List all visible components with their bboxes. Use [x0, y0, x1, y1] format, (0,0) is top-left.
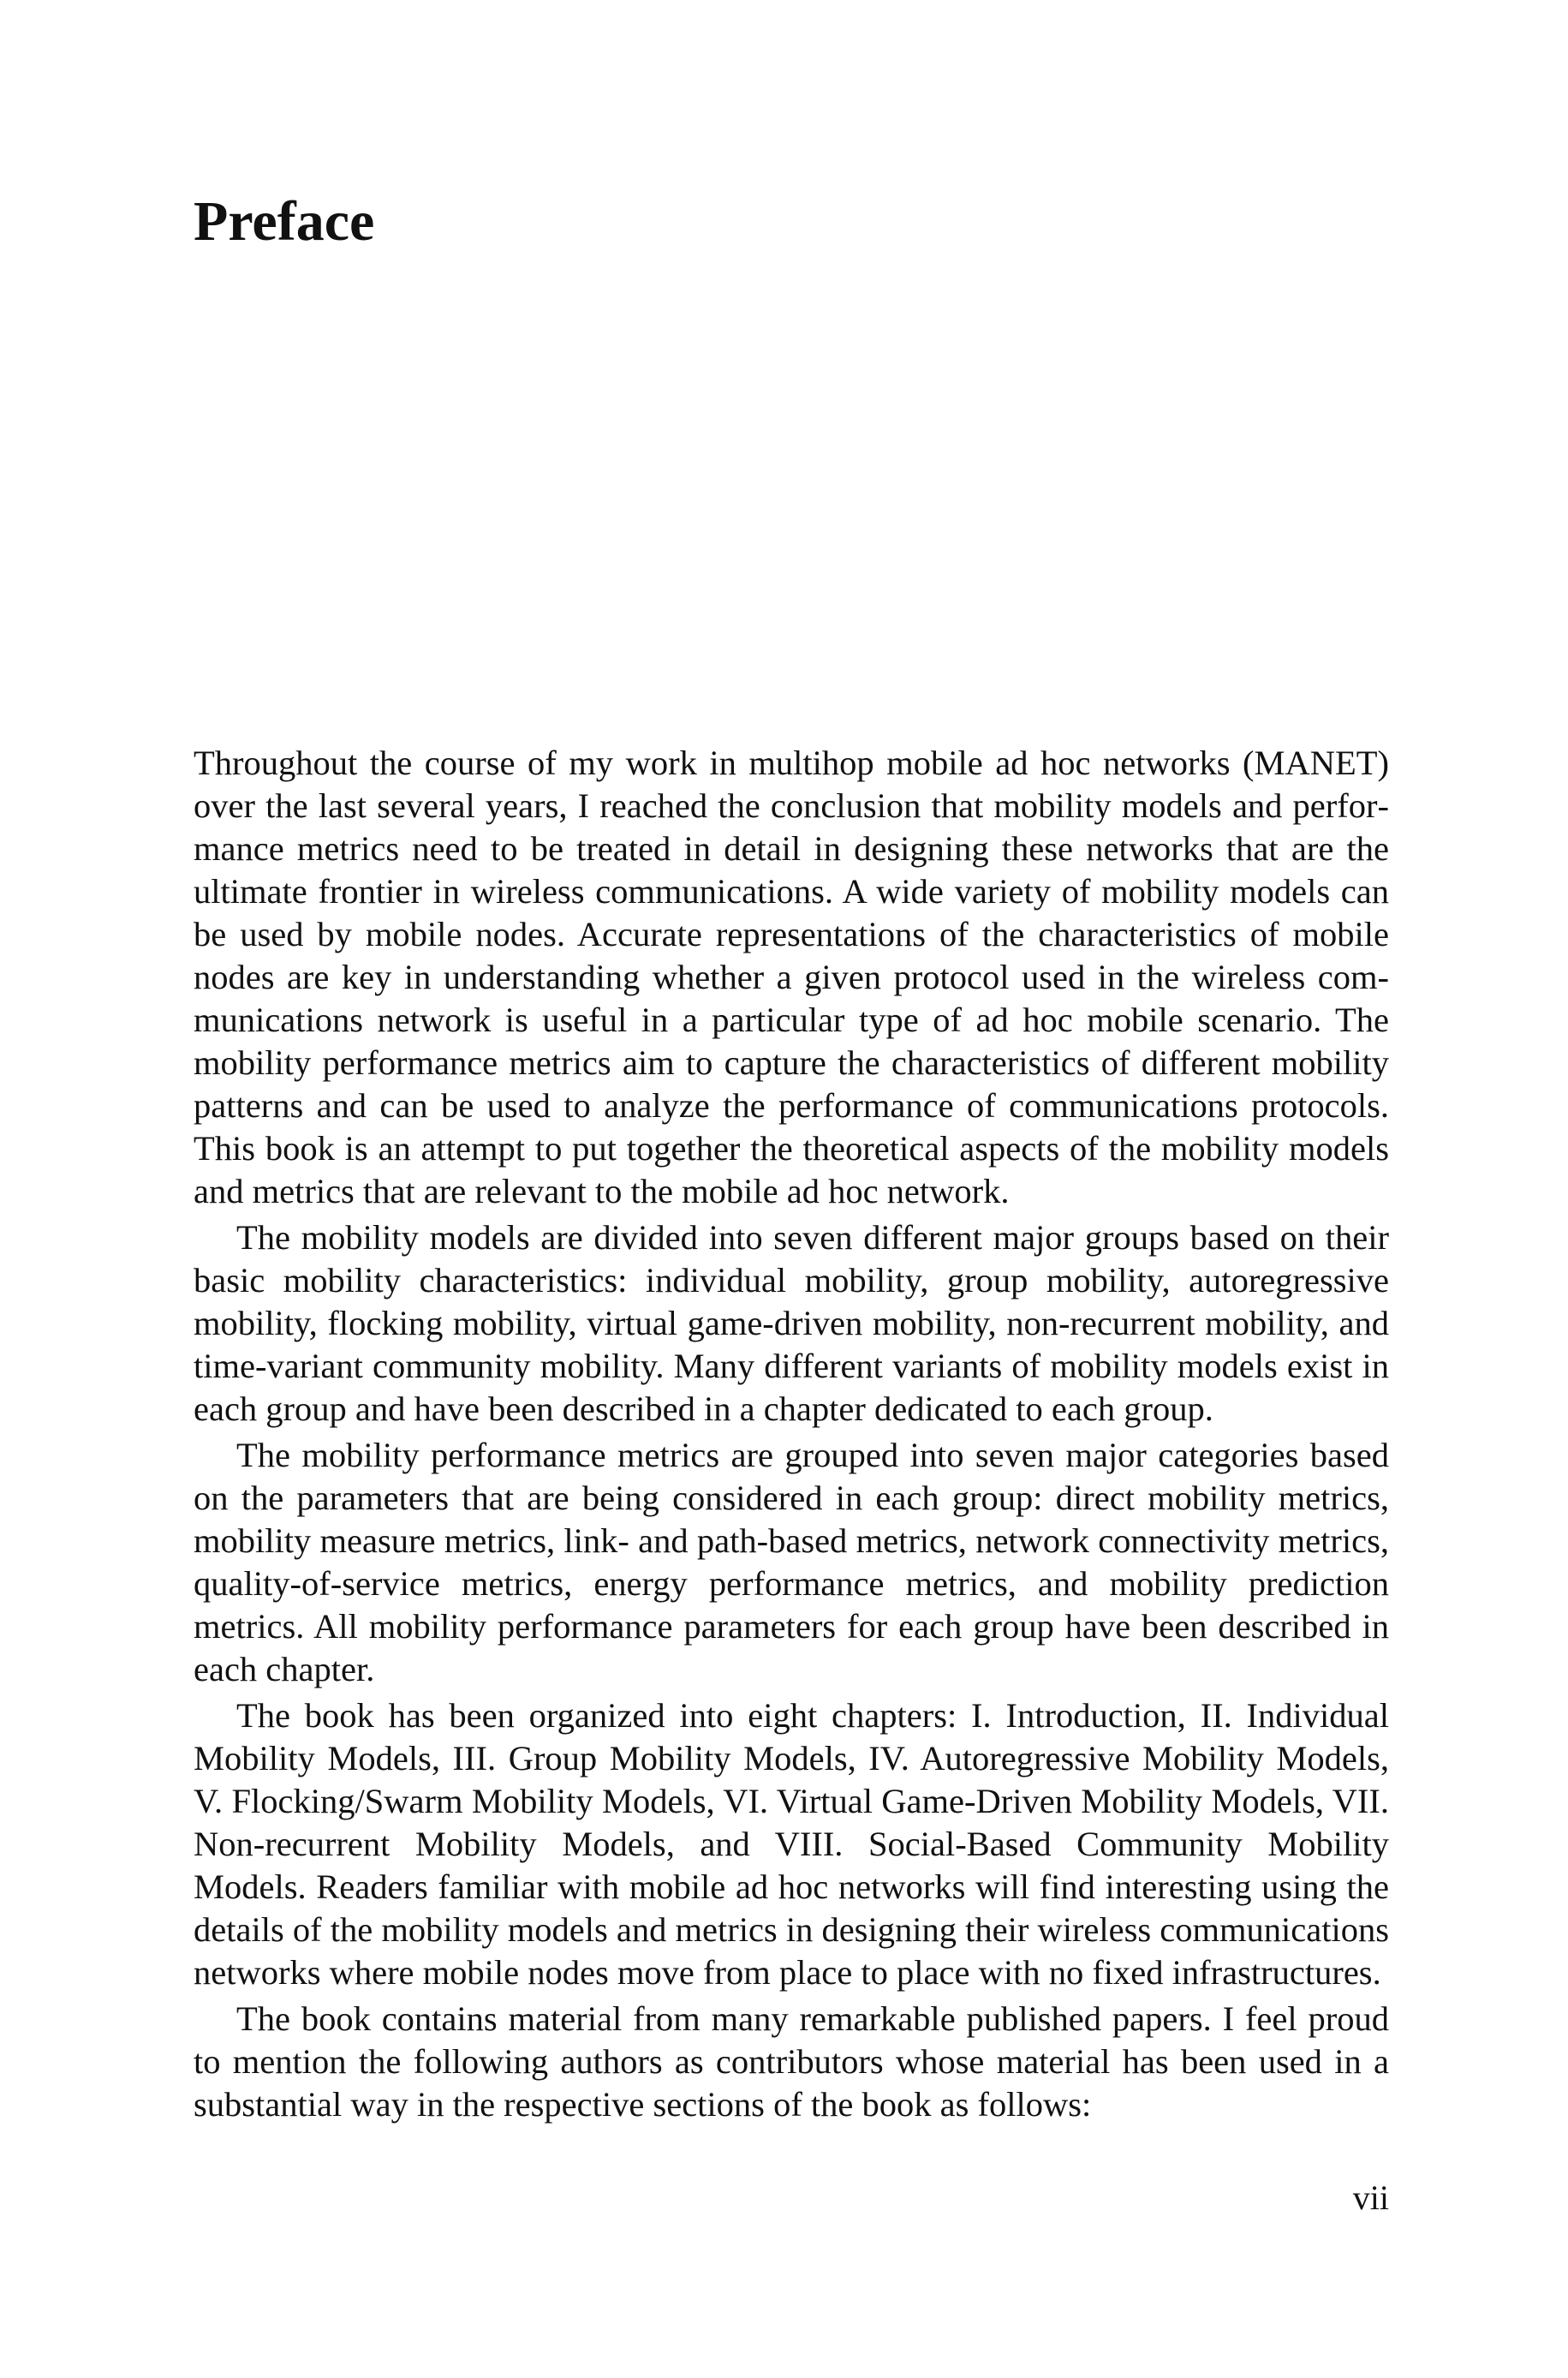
page-title: Preface: [194, 190, 375, 253]
paragraph-5: The book contains material from many remarkable published papers. I feel proud to mention the following authors as contributors whose material has been used in a substantial way in the respective sections of the book as follows:: [194, 1999, 1389, 2124]
preface-body: [194, 742, 1389, 2126]
paragraph-4: The book has been organized into eight chapters: I. Introduction, II. Individual Mobility Models, III. Group Mobility Models, IV. Autoregressive Mobility Models, V. Flocking/Swarm Mobility Models, VI. Virtual Game-Driven Mobility Models, VII. Non-recurrent Mobility Models, and VIII. Social-Based Community Mobility Models. Readers familiar with mobile ad hoc networks will find interesting using the details of the mobility models and metrics in designing their wireless communications networks where mobile nodes move from place to place with no fixed infrastructures.: [194, 1696, 1389, 1992]
paragraph-2: The mobility models are divided into seven different major groups based on their basic mobility characteristics: individual mobility, group mobility, autoregressive mobility, flocking mobility, virtual game-driven mobility, non-recurrent mobility, and time-variant community mobility. Many different variants of mobility models exist in each group and have been described in a chapter dedicated to each group.: [194, 1218, 1389, 1428]
paragraph-3: The mobility performance metrics are grouped into seven major categories based on the parameters that are being considered in each group: direct mobility metrics, mobility measure metrics, link- and path-based metrics, network connectivity metrics, quality-of-service metrics, energy performance metrics, and mobility prediction metrics. All mobility performance parameters for each group have been described in each chapter.: [194, 1436, 1389, 1688]
paragraph-1: Throughout the course of my work in multihop mobile ad hoc networks (MANET) over the last several years, I reached the conclusion that mobility models and performance metrics need to be treated in detail in designing these networks that are the ultimate frontier in wireless communications. A wide variety of mobility models can be used by mobile nodes. Accurate representations of the characteristics of mobile nodes are key in understanding whether a given protocol used in the wireless communications network is useful in a particular type of ad hoc mobile scenario. The mobility performance metrics aim to capture the characteristics of different mobility patterns and can be used to analyze the performance of communications protocols. This book is an attempt to put together the theoretical aspects of the mobility models and metrics that are relevant to the mobile ad hoc network.: [194, 744, 1389, 1210]
page-number: vii: [1352, 2178, 1389, 2217]
